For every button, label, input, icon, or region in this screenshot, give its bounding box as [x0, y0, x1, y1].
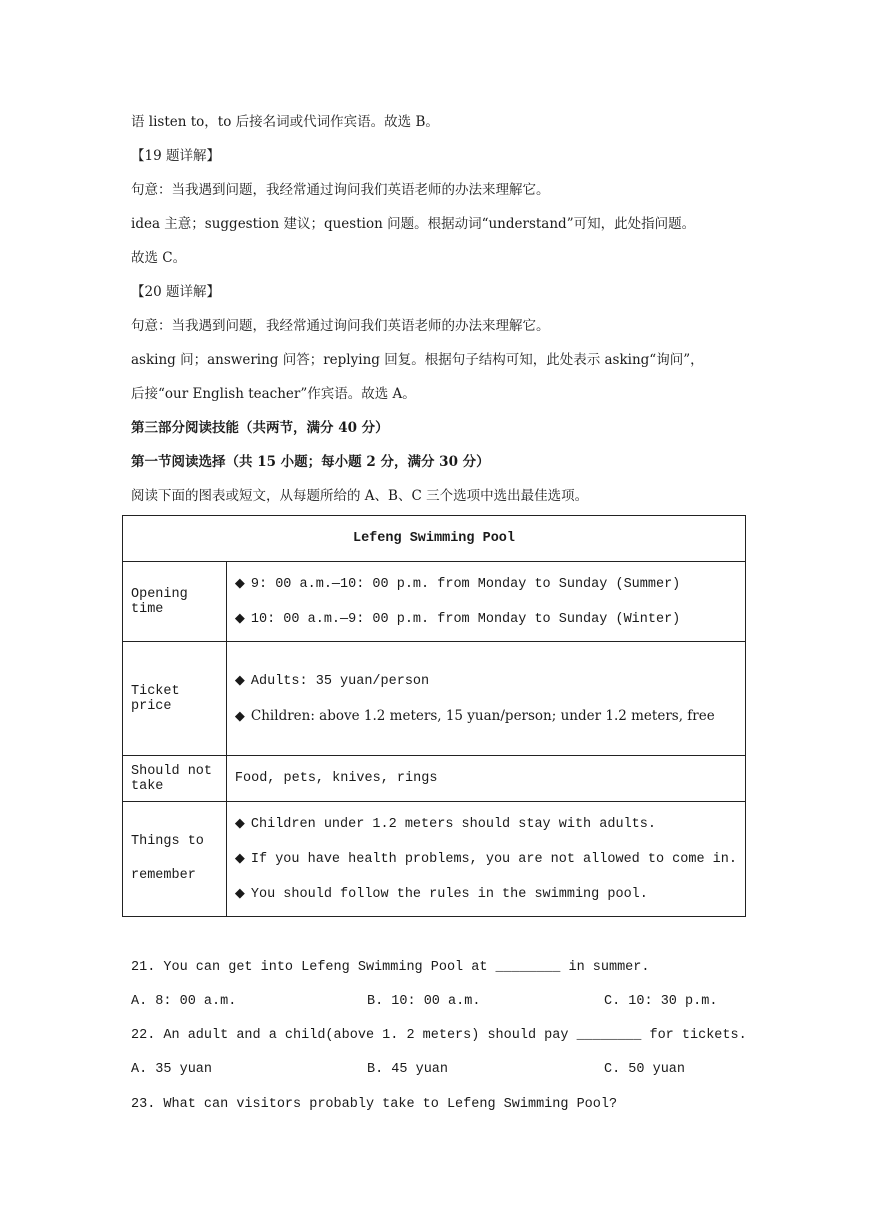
question-21: 21. You can get into Lefeng Swimming Pool at ________ in summer. — [131, 960, 650, 975]
diamond-bullet-icon: ◆ — [234, 575, 245, 591]
question-22-options — [131, 1061, 751, 1079]
diamond-bullet-icon: ◆ — [234, 708, 245, 724]
remember-item: ◆ You should follow the rules in the swimming pool. — [234, 885, 648, 902]
ticket-adults: ◆ Adults: 35 yuan/person — [234, 672, 430, 689]
diamond-bullet-icon: ◆ — [234, 850, 245, 866]
option-c: C. 50 yuan — [604, 1062, 686, 1077]
option-b: B. 45 yuan — [367, 1062, 449, 1077]
ticket-children: ◆ Children: above 1.2 meters, 15 yuan/person; under 1.2 meters, free — [234, 707, 715, 724]
section-title: 第三部分阅读技能（共两节，满分 40 分） — [131, 420, 389, 436]
option-a: A. 8: 00 a.m. — [131, 994, 237, 1009]
diamond-bullet-icon: ◆ — [234, 610, 245, 626]
explanation-line: 句意：当我遇到问题，我经常通过询问我们英语老师的办法来理解它。 — [131, 182, 550, 198]
diamond-bullet-icon: ◆ — [234, 815, 245, 831]
explanation-line: 语 listen to，to 后接名词或代词作宾语。故选 B。 — [131, 114, 439, 130]
explanation-line: idea 主意；suggestion 建议；question 问题。根据动词“understand”可知，此处指问题。 — [131, 216, 696, 232]
subsection-title: 第一节阅读选择（共 15 小题；每小题 2 分，满分 30 分） — [131, 454, 490, 470]
not-take-cell: Food, pets, knives, rings — [226, 756, 745, 802]
remember-cell — [226, 802, 745, 917]
ticket-price-cell — [226, 642, 745, 756]
pool-info-table — [122, 515, 746, 917]
question-21-options — [131, 993, 751, 1011]
explanation-line: asking 问；answering 问答；replying 回复。根据句子结构可知，此处表示 asking“询问”， — [131, 352, 704, 368]
opening-summer: ◆ 9: 00 a.m.—10: 00 p.m. from Monday to Sunday (Summer) — [234, 575, 681, 592]
remember-label: Things to remember — [123, 802, 227, 917]
explanation-line: 故选 C。 — [131, 250, 187, 266]
opening-time-cell — [226, 562, 745, 642]
instruction: 阅读下面的图表或短文，从每题所给的 A、B、C 三个选项中选出最佳选项。 — [131, 488, 589, 504]
diamond-bullet-icon: ◆ — [234, 885, 245, 901]
q19-heading: 【19 题详解】 — [131, 148, 220, 164]
diamond-bullet-icon: ◆ — [234, 672, 245, 688]
not-take-label: Should not take — [123, 756, 227, 802]
option-b: B. 10: 00 a.m. — [367, 994, 481, 1009]
question-22: 22. An adult and a child(above 1. 2 meters) should pay ________ for tickets. — [131, 1028, 747, 1043]
table-title: Lefeng Swimming Pool — [123, 516, 746, 562]
explanation-line: 句意：当我遇到问题，我经常通过询问我们英语老师的办法来理解它。 — [131, 318, 550, 334]
remember-item: ◆ If you have health problems, you are not allowed to come in. — [234, 850, 737, 867]
opening-winter: ◆ 10: 00 a.m.—9: 00 p.m. from Monday to Sunday (Winter) — [234, 610, 681, 627]
ticket-price-label: Ticket price — [123, 642, 227, 756]
q20-heading: 【20 题详解】 — [131, 284, 220, 300]
explanation-line: 后接“our English teacher”作宾语。故选 A。 — [131, 386, 416, 402]
question-23: 23. What can visitors probably take to Lefeng Swimming Pool? — [131, 1097, 618, 1112]
option-a: A. 35 yuan — [131, 1062, 213, 1077]
option-c: C. 10: 30 p.m. — [604, 994, 718, 1009]
remember-item: ◆ Children under 1.2 meters should stay with adults. — [234, 815, 656, 832]
opening-time-label: Opening time — [123, 562, 227, 642]
